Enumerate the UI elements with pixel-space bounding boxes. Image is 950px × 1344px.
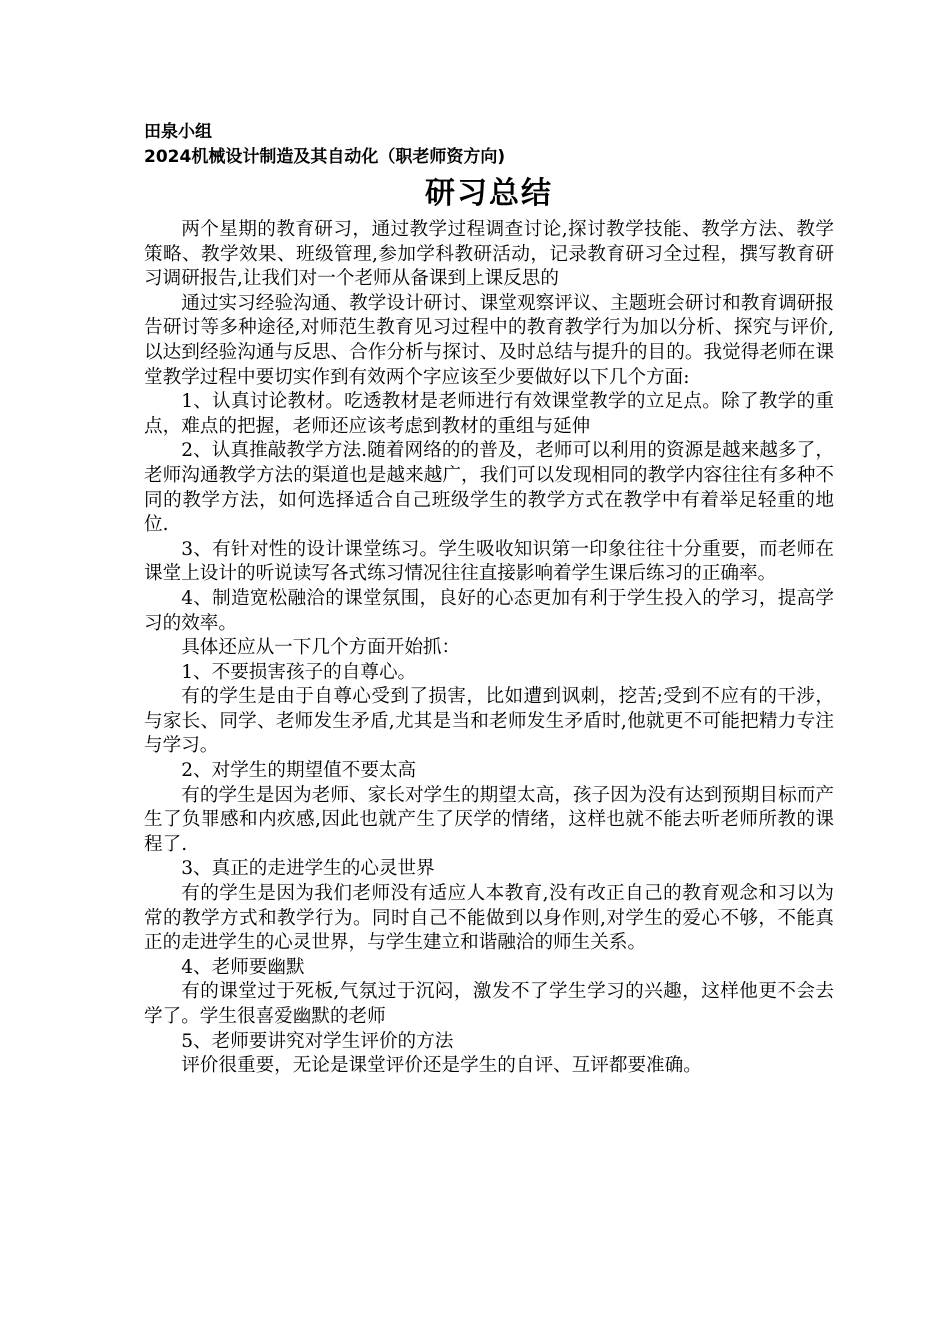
paragraph: 通过实习经验沟通、教学设计研讨、课堂观察评议、主题班会研讨和教育调研报告研讨等多种途径,对师范生教育见习过程中的教育教学行为加以分析、探究与评价,以达到经验沟通与反思、合作分析与探讨、及时总结与提升的目的。我觉得老师在课堂教学过程中要切实作到有效两个字应该至少要做好以下几个方面: [144, 292, 834, 388]
document-title: 研习总结 [425, 176, 553, 211]
list-item: 4、制造宽松融洽的课堂氛围，良好的心态更加有利于学生投入的学习，提高学习的效率。 [144, 587, 834, 634]
section-heading: 5、老师要讲究对学生评价的方法 [181, 1030, 454, 1052]
paragraph: 有的学生是因为老师、家长对学生的期望太高，孩子因为没有达到预期目标而产生了负罪感和内疚感,因此也就产生了厌学的情绪，这样也就不能去听老师所教的课程了. [144, 784, 834, 855]
document-body [144, 120, 834, 1079]
section-heading: 2、对学生的期望值不要太高 [181, 760, 417, 782]
paragraph: 有的课堂过于死板,气氛过于沉闷，激发不了学生学习的兴趣，这样他更不会去学了。学生很喜爱幽默的老师 [144, 981, 834, 1027]
section-heading: 3、真正的走进学生的心灵世界 [181, 858, 435, 880]
list-item: 3、有针对性的设计课堂练习。学生吸收知识第一印象往往十分重要，而老师在课堂上设计的听说读写各式练习情况往往直接影响着学生课后练习的正确率。 [144, 538, 834, 585]
group-name: 田泉小组 [144, 122, 212, 142]
list-item: 2、认真推敲教学方法.随着网络的的普及，老师可以利用的资源是越来越多了，老师沟通教学方法的渠道也是越来越广，我们可以发现相同的教学内容往往有多种不同的教学方法，如何选择适合自己班级学生的教学方式在教学中有着举足轻重的地位. [144, 440, 834, 536]
section-heading: 1、不要损害孩子的自尊心。 [181, 661, 417, 683]
list-item: 1、认真讨论教材。吃透教材是老师进行有效课堂教学的立足点。除了教学的重点，难点的把握，老师还应该考虑到教材的重组与延伸 [144, 391, 834, 437]
paragraph: 有的学生是因为我们老师没有适应人本教育,没有改正自己的教育观念和习以为常的教学方式和教学行为。同时自己不能做到以身作则,对学生的爱心不够，不能真正的走进学生的心灵世界，与学生建立和谐融洽的师生关系。 [144, 883, 834, 954]
paragraph: 两个星期的教育研习，通过教学过程调查讨论,探讨教学技能、教学方法、教学策略、教学效果、班级管理,参加学科教研活动，记录教育研习全过程，撰写教育研习调研报告,让我们对一个老师从备课到上课反思的 [144, 219, 834, 290]
major-line: 2024机械设计制造及其自动化（职老师资方向) [144, 147, 506, 167]
paragraph: 有的学生是由于自尊心受到了损害，比如遭到讽刺，挖苦;受到不应有的干涉，与家长、同学、老师发生矛盾,尤其是当和老师发生矛盾时,他就更不可能把精力专注与学习。 [144, 686, 834, 757]
paragraph: 具体还应从一下几个方面开始抓： [181, 637, 461, 659]
section-heading: 4、老师要幽默 [181, 956, 305, 978]
paragraph: 评价很重要，无论是课堂评价还是学生的自评、互评都要准确。 [181, 1055, 702, 1077]
